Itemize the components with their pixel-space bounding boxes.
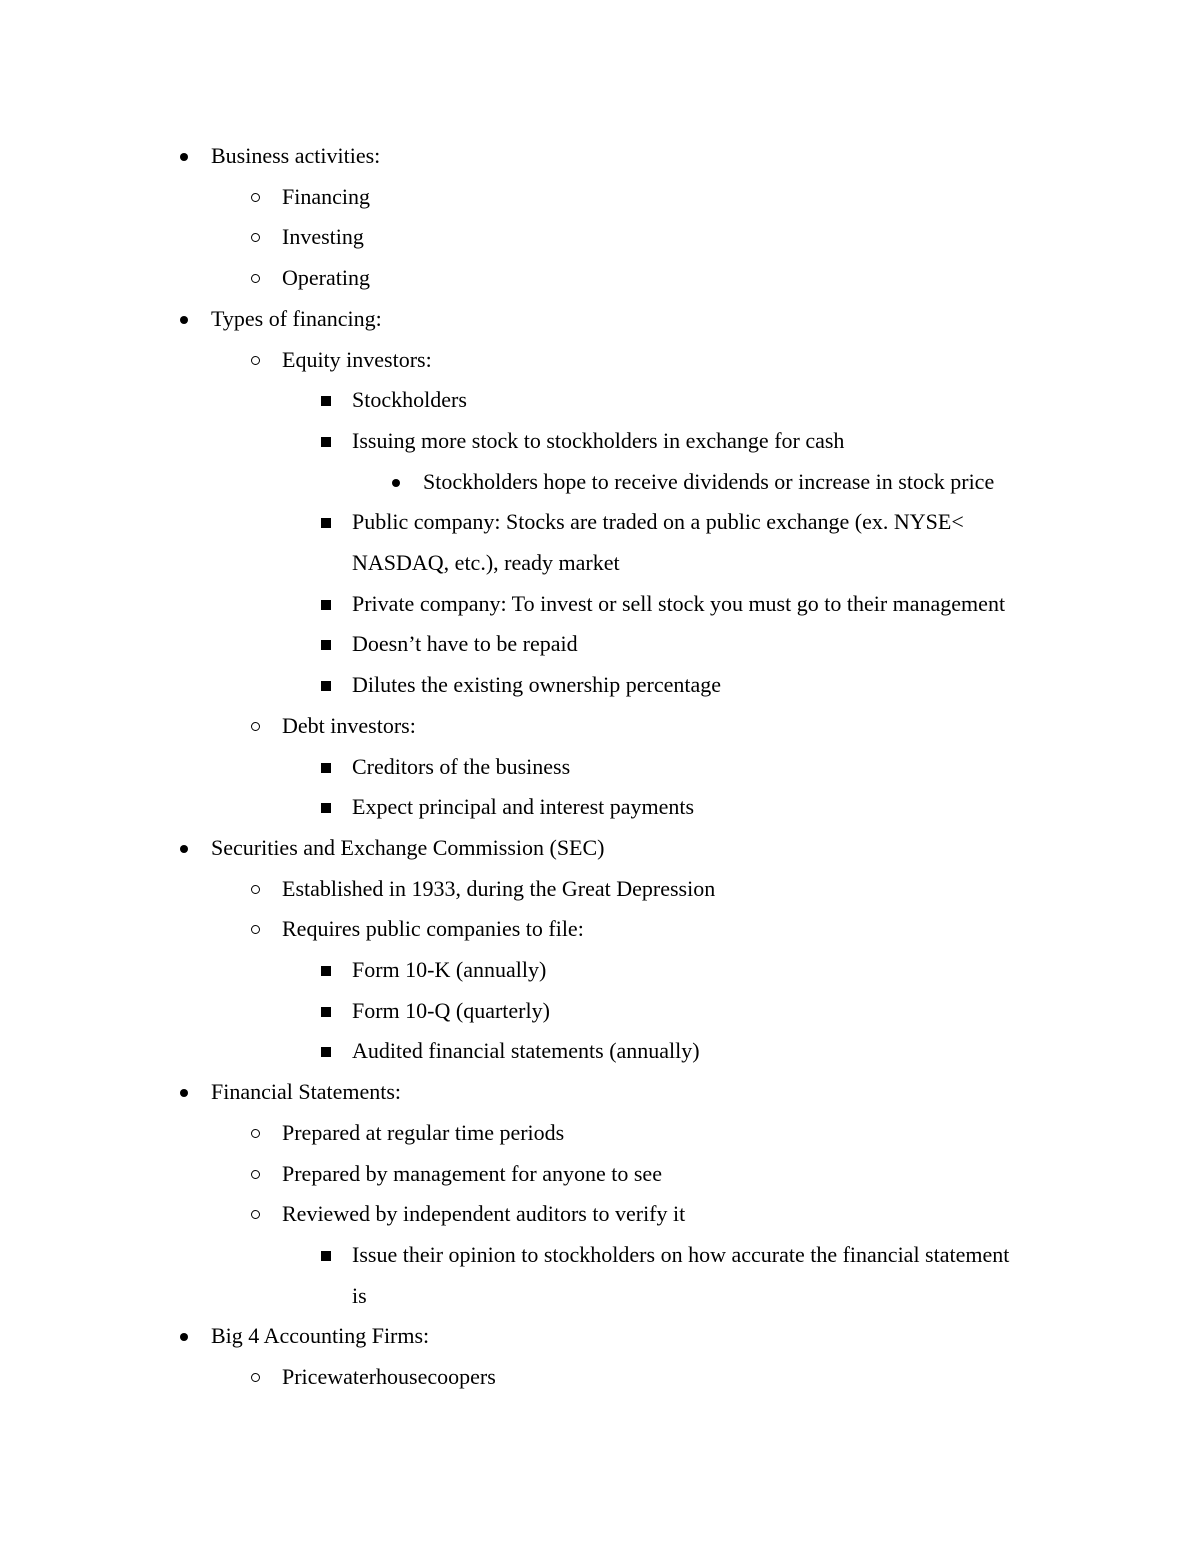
bullet-circle-icon xyxy=(251,722,260,731)
list-item-text: Public company: Stocks are traded on a public exchange (ex. NYSE< xyxy=(352,509,964,535)
list-item-text: Pricewaterhousecoopers xyxy=(282,1364,496,1389)
bullet-square-icon xyxy=(321,518,331,528)
list-item-text: Form 10-Q (quarterly) xyxy=(352,997,550,1023)
list-item-text: Issue their opinion to stockholders on how accurate the financial statement xyxy=(352,1241,1010,1267)
list-item-text: Issuing more stock to stockholders in exchange for cash xyxy=(352,427,845,453)
bullet-disc-icon xyxy=(180,1089,188,1097)
list-item-text: NASDAQ, etc.), ready market xyxy=(352,550,620,575)
bullet-square-icon xyxy=(321,1251,331,1261)
list-item-text: Private company: To invest or sell stock you must go to their management xyxy=(352,590,1006,616)
list-item-text: Big 4 Accounting Firms: xyxy=(211,1323,430,1349)
list-item-text: Expect principal and interest payments xyxy=(352,794,695,820)
list-item-text: Form 10-K (annually) xyxy=(352,957,547,982)
list-item-text: Dilutes the existing ownership percentage xyxy=(352,672,722,698)
list-item-text: Stockholders hope to receive dividends or increase in stock price xyxy=(423,468,995,494)
bullet-disc-icon xyxy=(392,479,400,487)
list-item-text: Prepared by management for anyone to see xyxy=(282,1160,662,1186)
bullet-circle-icon xyxy=(251,356,260,365)
list-item-text: Stockholders xyxy=(352,387,467,413)
bullet-square-icon xyxy=(321,640,331,650)
bullet-square-icon xyxy=(321,1047,331,1057)
bullet-square-icon xyxy=(321,681,331,691)
list-item-text: Prepared at regular time periods xyxy=(282,1119,565,1145)
bullet-disc-icon xyxy=(180,1333,188,1341)
list-item-text: Types of financing: xyxy=(211,305,382,331)
bullet-circle-icon xyxy=(251,1373,260,1382)
bullet-square-icon xyxy=(321,1007,331,1017)
list-item-text: Investing xyxy=(282,224,364,250)
bullet-circle-icon xyxy=(251,233,260,242)
list-item-text: is xyxy=(352,1282,367,1308)
list-item-text: Financial Statements: xyxy=(211,1079,402,1105)
list-item-text: Creditors of the business xyxy=(352,753,571,779)
bullet-square-icon xyxy=(321,396,331,406)
bullet-disc-icon xyxy=(180,845,188,853)
bullet-circle-icon xyxy=(251,925,260,934)
list-item-text: Equity investors: xyxy=(282,346,432,372)
bullet-disc-icon xyxy=(180,153,188,161)
bullet-square-icon xyxy=(321,803,331,813)
bullet-circle-icon xyxy=(251,885,260,894)
bullet-disc-icon xyxy=(180,316,188,324)
list-item-text: Financing xyxy=(282,183,370,209)
list-item-text: Doesn’t have to be repaid xyxy=(352,631,578,657)
bullet-square-icon xyxy=(321,600,331,610)
list-item-text: Operating xyxy=(282,265,370,291)
bullet-square-icon xyxy=(321,763,331,773)
list-item-text: Requires public companies to file: xyxy=(282,916,584,942)
list-item-text: Reviewed by independent auditors to verify it xyxy=(282,1201,686,1227)
list-item-text: Business activities: xyxy=(211,143,381,168)
bullet-circle-icon xyxy=(251,274,260,283)
bullet-circle-icon xyxy=(251,1170,260,1179)
bullet-square-icon xyxy=(321,966,331,976)
bullet-circle-icon xyxy=(251,1129,260,1138)
bullet-circle-icon xyxy=(251,193,260,202)
list-item-text: Established in 1933, during the Great Depression xyxy=(282,875,716,901)
bullet-square-icon xyxy=(321,437,331,447)
bullet-circle-icon xyxy=(251,1210,260,1219)
list-item-text: Debt investors: xyxy=(282,712,416,738)
list-item-text: Audited financial statements (annually) xyxy=(352,1038,700,1064)
list-item-text: Securities and Exchange Commission (SEC) xyxy=(211,834,605,860)
